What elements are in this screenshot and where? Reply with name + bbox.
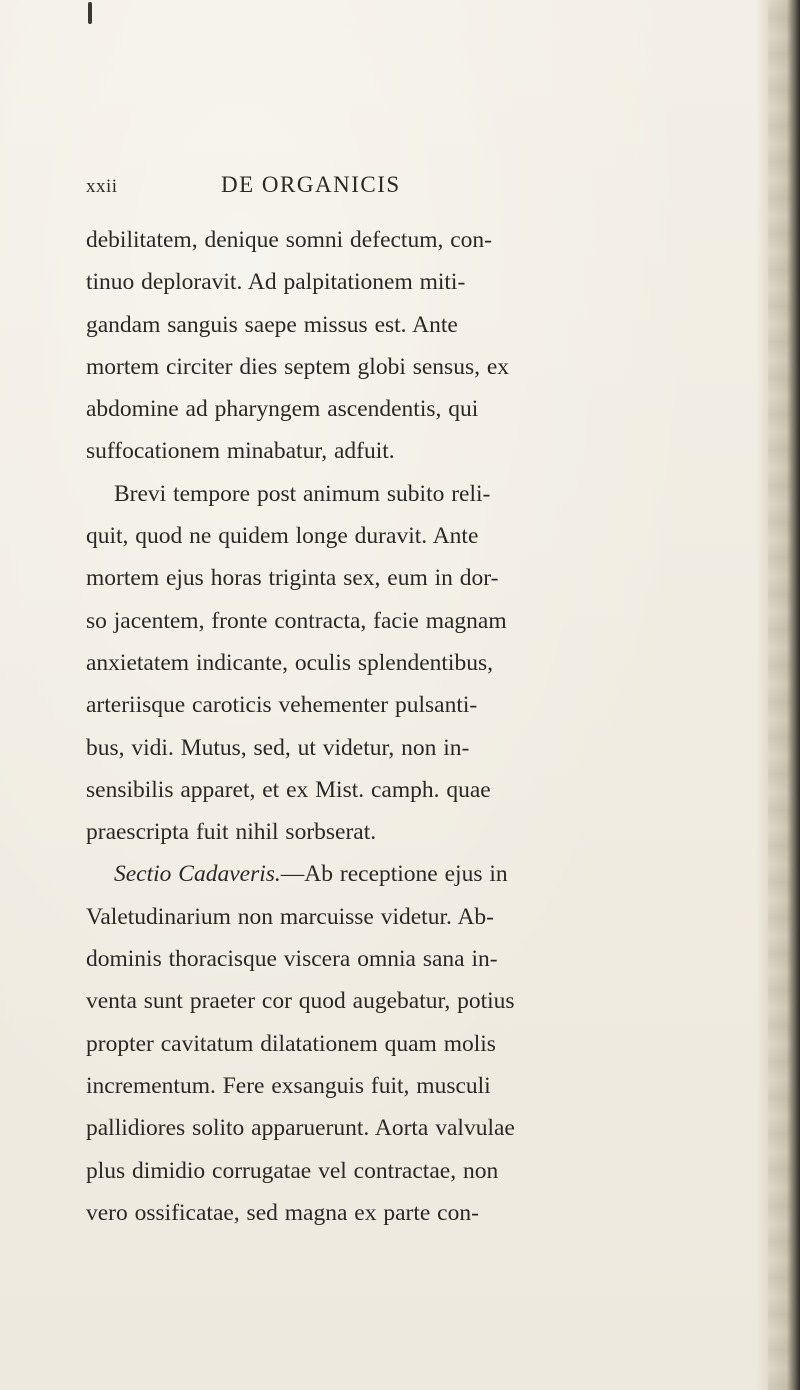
text-line: plus dimidio corrugatae vel contractae, non (86, 1157, 499, 1184)
text-line: vero ossificatae, sed magna ex parte con- (86, 1199, 479, 1226)
text-line: anxietatem indicante, oculis splendentibus, (86, 649, 493, 676)
text-line: praescripta fuit nihil sorbserat. (86, 819, 377, 846)
page-edge-stain (768, 0, 794, 1390)
page-number: xxii (86, 176, 118, 197)
text-line: mortem circiter dies septem globi sensus, ex (86, 353, 510, 380)
section-first-line-rest: —Ab receptione ejus in (280, 861, 508, 888)
text-line: gandam sanguis saepe missus est. Ante (86, 311, 458, 338)
text-line: quit, quod ne quidem longe duravit. Ante (86, 523, 479, 550)
text-line: arteriisque caroticis vehementer pulsanti- (86, 692, 478, 719)
running-head: DE ORGANICIS (221, 172, 401, 197)
text-line: sensibilis apparet, et ex Mist. camph. quae (86, 776, 491, 803)
text-line: pallidiores solito apparuerunt. Aorta valvulae (86, 1115, 515, 1142)
text-line: abdomine ad pharyngem ascendentis, qui (86, 396, 479, 423)
text-line: venta sunt praeter cor quod augebatur, potius (86, 988, 515, 1015)
text-line: bus, vidi. Mutus, sed, ut videtur, non in- (86, 734, 470, 761)
text-line: suffocationem minabatur, adfuit. (86, 438, 395, 465)
text-line: debilitatem, denique somni defectum, con- (86, 227, 492, 253)
text-line: so jacentem, fronte contracta, facie magnam (86, 607, 507, 634)
text-line: propter cavitatum dilatationem quam molis (86, 1030, 496, 1057)
text-line: tinuo deploravit. Ad palpitationem miti- (86, 269, 466, 296)
top-ink-mark (88, 2, 92, 24)
text-line: Valetudinarium non marcuisse videtur. Ab- (86, 903, 494, 930)
text-line: mortem ejus horas triginta sex, eum in dor- (86, 565, 499, 592)
section-heading: Sectio Cadaveris. (114, 861, 281, 888)
body-text (86, 219, 706, 1234)
text-line: dominis thoracisque viscera omnia sana in- (86, 946, 498, 973)
text-line: incrementum. Fere exsanguis fuit, musculi (86, 1072, 491, 1099)
section-first-line (86, 853, 706, 895)
page-header (86, 172, 696, 202)
text-line: Brevi tempore post animum subito reli- (114, 480, 491, 507)
